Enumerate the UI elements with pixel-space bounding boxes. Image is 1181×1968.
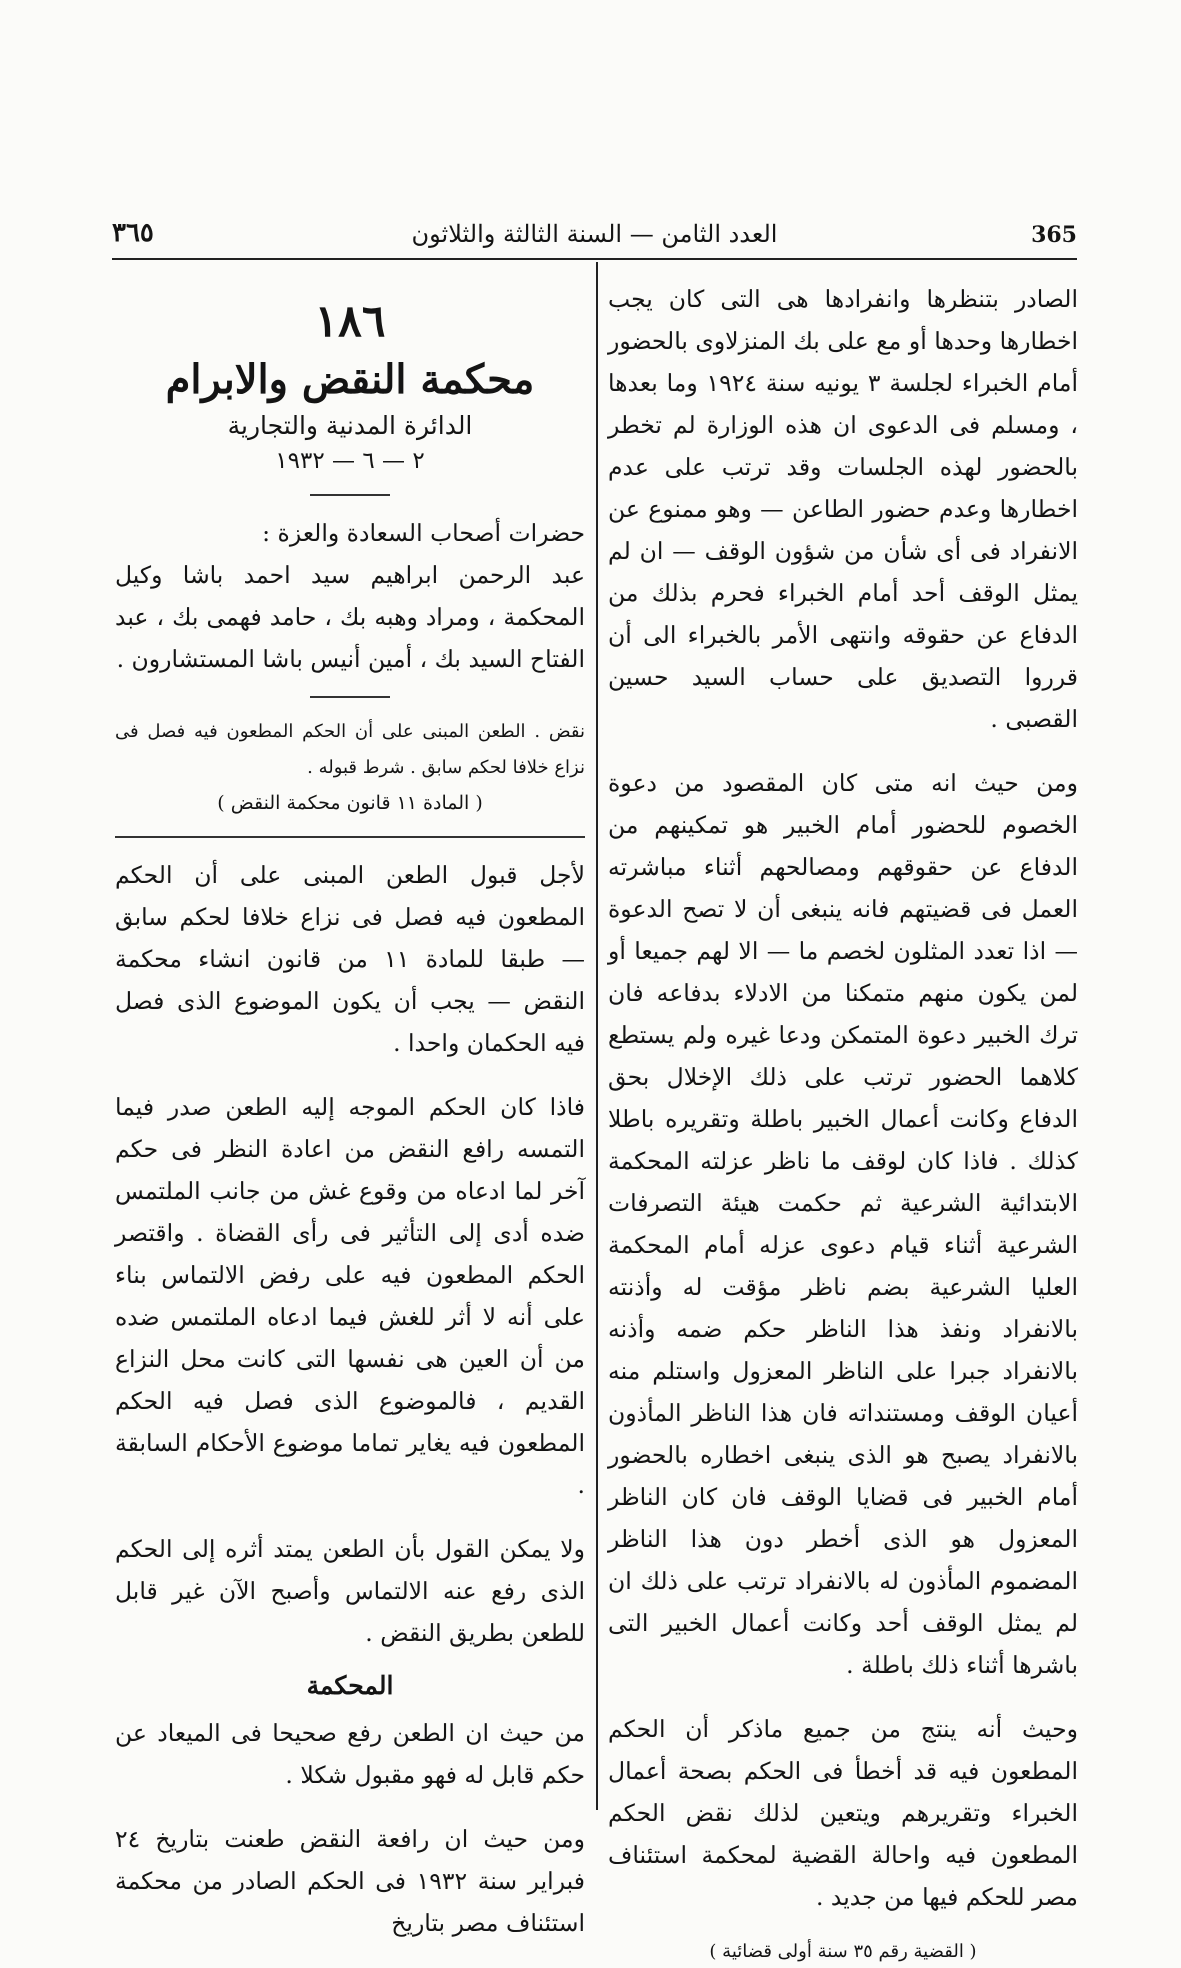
right-column [608, 278, 1078, 1968]
running-header [112, 218, 1077, 258]
headnote-reference: ( المادة ١١ قانون محكمة النقض ) [217, 792, 483, 814]
court-name: محكمة النقض والابرام [165, 356, 535, 403]
paragraph-gap [115, 1796, 585, 1818]
divider [310, 696, 390, 698]
paragraph-gap [115, 1506, 585, 1528]
paragraph: الصادر بتنظرها وانفرادها هى التى كان يجب اخطارها وحدها أو مع على بك المنزلاوى بالحضور أمام الخبراء لجلسة ٣ يونيه سنة ١٩٢٤ وما بعدها ، ومسلم فى الدعوى ان هذه الوزارة لم تخطر بالحضور لهذه الجلسات وقد ترتب على عدم اخطارها وعدم حضور الطاعن — وهو ممنوع عن الانفراد فى أى شأن من شؤون الوقف — ان لم يمثل الوقف أحد أمام الخبراء فحرم بذلك من الدفاع عن حقوقه وانتهى الأمر بالخبراء الى أن قرروا التصديق على حساب السيد حسين القصبى . [608, 285, 1078, 733]
divider [115, 836, 585, 838]
paragraph: ومن حيث انه متى كان المقصود من دعوة الخصوم للحضور أمام الخبير هو تمكينهم من الدفاع عن حقوقهم ومصالحهم أثناء مباشرته العمل فى قضيتهم فانه ينبغى أن لا تصح الدعوة — اذا تعدد المثلون لخصم ما — الا لهم جميعا أو لمن يكون منهم متمكنا من الادلاء بدفاعه فان ترك الخبير دعوة المتمكن ودعا غيره ولم يستطع كلاهما الحضور ترتب على ذلك الإخلال بحق الدفاع وكانت أعمال الخبير باطلة وتقريره باطلا كذلك . فاذا كان لوقف ما ناظر عزلته المحكمة الابتدائية الشرعية ثم حكمت هيئة التصرفات الشرعية أثناء قيام دعوى عزله أمام المحكمة العليا الشرعية بضم ناظر مؤقت له وأذنته بالانفراد ونفذ هذا الناظر حكم ضمه وأذنه بالانفراد جبرا على الناظر المعزول واستلم منه أعيان الوقف ومستنداته فان هذا الناظر المأذون بالانفراد يصبح هو الذى ينبغى اخطاره بالحضور أمام الخبير فى قضايا الوقف فان كان الناظر المعزول هو الذى أخطر دون هذا الناظر المضموم المأذون له بالانفراد ترتب على ذلك ان لم يمثل الوقف أحد وكانت أعمال الخبير التى باشرها أثناء ذلك باطلة . [608, 769, 1078, 1679]
divider [310, 494, 390, 496]
court-heading: المحكمة [306, 1671, 394, 1700]
page-number-latin: 365 [1031, 222, 1077, 248]
headnote: نقض . الطعن المبنى على أن الحكم المطعون فيه فصل فى نزاع خلافا لحكم سابق . شرط قبوله . [115, 721, 585, 778]
judgment-paragraph: ومن حيث ان رافعة النقض طعنت بتاريخ ٢٤ فبراير سنة ١٩٣٢ فى الحكم الصادر من محكمة استئناف مصر بتاريخ [115, 1825, 585, 1937]
page-number-arabic: ٣٦٥ [112, 218, 154, 248]
left-column [115, 296, 585, 1944]
case-number: ١٨٦ [314, 296, 386, 347]
principle-paragraph: فاذا كان الحكم الموجه إليه الطعن صدر فيما التمسه رافع النقض من اعادة النظر فى حكم آخر لما ادعاه من وقوع غش من جانب الملتمس ضده أدى إلى التأثير فى رأى القضاة . واقتصر الحكم المطعون فيه على رفض الالتماس بناء على أنه لا أثر للغش فيما ادعاه الملتمس ضده من أن العين هى نفسها التى كانت محل النزاع القديم ، فالموضوع الذى فصل فيه الحكم المطعون فيه يغاير تماما موضوع الأحكام السابقة . [115, 1093, 585, 1499]
case-reference: ( القضية رقم ٣٥ سنة أولى قضائية ) [709, 1941, 977, 1962]
principle-paragraph: لأجل قبول الطعن المبنى على أن الحكم المطعون فيه فصل فى نزاع خلافا لحكم سابق — طبقا للمادة ١١ من قانون انشاء محكمة النقض — يجب أن يكون الموضوع الذى فصل فيه الحكمان واحدا . [115, 861, 585, 1057]
paragraph-gap [115, 1064, 585, 1086]
judgment-paragraph: من حيث ان الطعن رفع صحيحا فى الميعاد عن حكم قابل له فهو مقبول شكلا . [115, 1719, 585, 1789]
column-divider [596, 262, 598, 1810]
header-rule [112, 258, 1077, 260]
paragraph-gap [608, 1686, 1078, 1708]
paragraph: وحيث أنه ينتج من جميع ماذكر أن الحكم المطعون فيه قد أخطأ فى الحكم بصحة أعمال الخبراء وتقريرهم ويتعين لذلك نقض الحكم المطعون فيه واحالة القضية لمحكمة استئناف مصر للحكم فيها من جديد . [608, 1715, 1078, 1911]
attendance-intro: حضرات أصحاب السعادة والعزة : [262, 519, 585, 547]
attendance-list: عبد الرحمن ابراهيم سيد احمد باشا وكيل المحكمة ، ومراد وهبه بك ، حامد فهمى بك ، عبد الفتاح السيد بك ، أمين أنيس باشا المستشارون . [115, 561, 585, 673]
paragraph-gap [608, 740, 1078, 762]
running-title: العدد الثامن — السنة الثالثة والثلاثون [411, 220, 778, 248]
principle-paragraph: ولا يمكن القول بأن الطعن يمتد أثره إلى الحكم الذى رفع عنه الالتماس وأصبح الآن غير قابل للطعن بطريق النقض . [115, 1535, 585, 1647]
circuit-name: الدائرة المدنية والتجارية [227, 411, 473, 440]
judgment-date: ٢ — ٦ — ١٩٣٢ [275, 448, 425, 474]
